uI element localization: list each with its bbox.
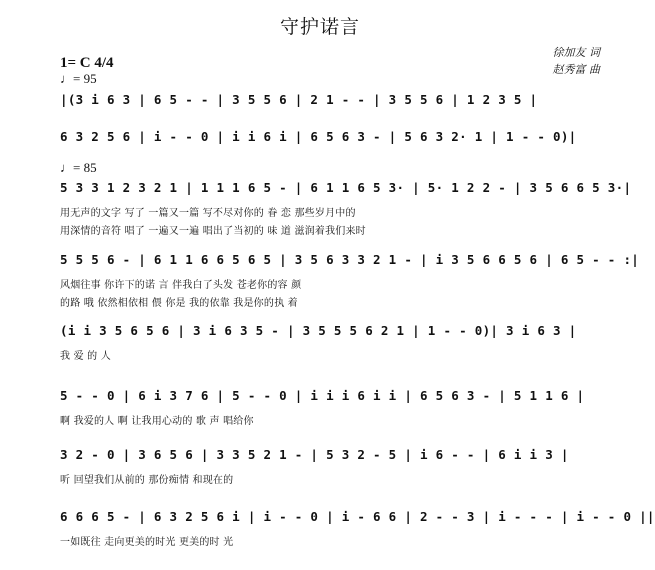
tempo-marking-1: ♩= 95: [60, 71, 97, 86]
credits: [553, 44, 601, 78]
lyric-line-7-1: 听 回望我们从前的 那份痴情 和现在的: [60, 475, 234, 486]
music-line-7: 3 2 - 0 | 3 6 5 6 | 3 3 5 2 1 - | 5 3 2 - 5 | i 6 - - | 6 i i 3 |: [60, 447, 569, 462]
music-line-2: 6 3 2 5 6 | i - - 0 | i i 6 i | 6 5 6 3 - | 5 6 3 2· 1 | 1 - - 0)|: [60, 129, 577, 144]
tempo-marking-2: ♩= 85: [60, 160, 97, 175]
lyric-line-4-2: 的路 哦 依然相依相 偎 你是 我的依靠 我是你的执 着: [60, 298, 298, 309]
music-line-5: (i i 3 5 6 5 6 | 3 i 6 3 5 - | 3 5 5 5 6 2 1 | 1 - - 0)| 3 i 6 3 |: [60, 323, 577, 338]
composer-credit: 赵秀富 曲: [552, 63, 600, 76]
music-line-8: 6 6 6 5 - | 6 3 2 5 6 i | i - - 0 | i - 6 6 | 2 - - 3 | i - - - | i - - 0 ||: [60, 509, 655, 524]
lyric-line-3-2: 用深情的音符 唱了 一遍又一遍 唱出了当初的 味 道 滋润着我们来时: [60, 226, 366, 237]
lyricist-credit: 徐加友 词: [552, 46, 600, 59]
song-title: 守护诺言: [279, 16, 360, 38]
music-line-4: 5 5 5 6 - | 6 1 1 6 6 5 6 5 | 3 5 6 3 3 2 1 - | i 3 5 6 6 5 6 | 6 5 - - :|: [60, 252, 640, 267]
lyric-line-6-1: 啊 我爱的人 啊 让我用心动的 歌 声 唱给你: [60, 416, 254, 427]
lyric-line-4-1: 风烟往事 你许下的诺 言 伴我白了头发 苍老你的容 颜: [60, 280, 302, 291]
music-line-6: 5 - - 0 | 6 i 3 7 6 | 5 - - 0 | i i i 6 i i | 6 5 6 3 - | 5 1 1 6 |: [60, 388, 585, 403]
music-line-3: 5 3 3 1 2 3 2 1 | 1 1 1 6 5 - | 6 1 1 6 5 3· | 5· 1 2 2 - | 3 5 6 6 5 3·|: [60, 180, 632, 195]
lyric-line-8-1: 一如既往 走向更美的时光 更美的时 光: [60, 537, 234, 548]
lyric-line-3-1: 用无声的文字 写了 一篇又一篇 写不尽对你的 眷 恋 那些岁月中的: [60, 208, 356, 219]
music-line-1: |(3 i 6 3 | 6 5 - - | 3 5 5 6 | 2 1 - - | 3 5 5 6 | 1 2 3 5 |: [60, 92, 538, 107]
lyric-line-5-1: 我 爱 的 人: [60, 351, 111, 362]
key-signature: 1= C 4/4: [60, 55, 114, 71]
